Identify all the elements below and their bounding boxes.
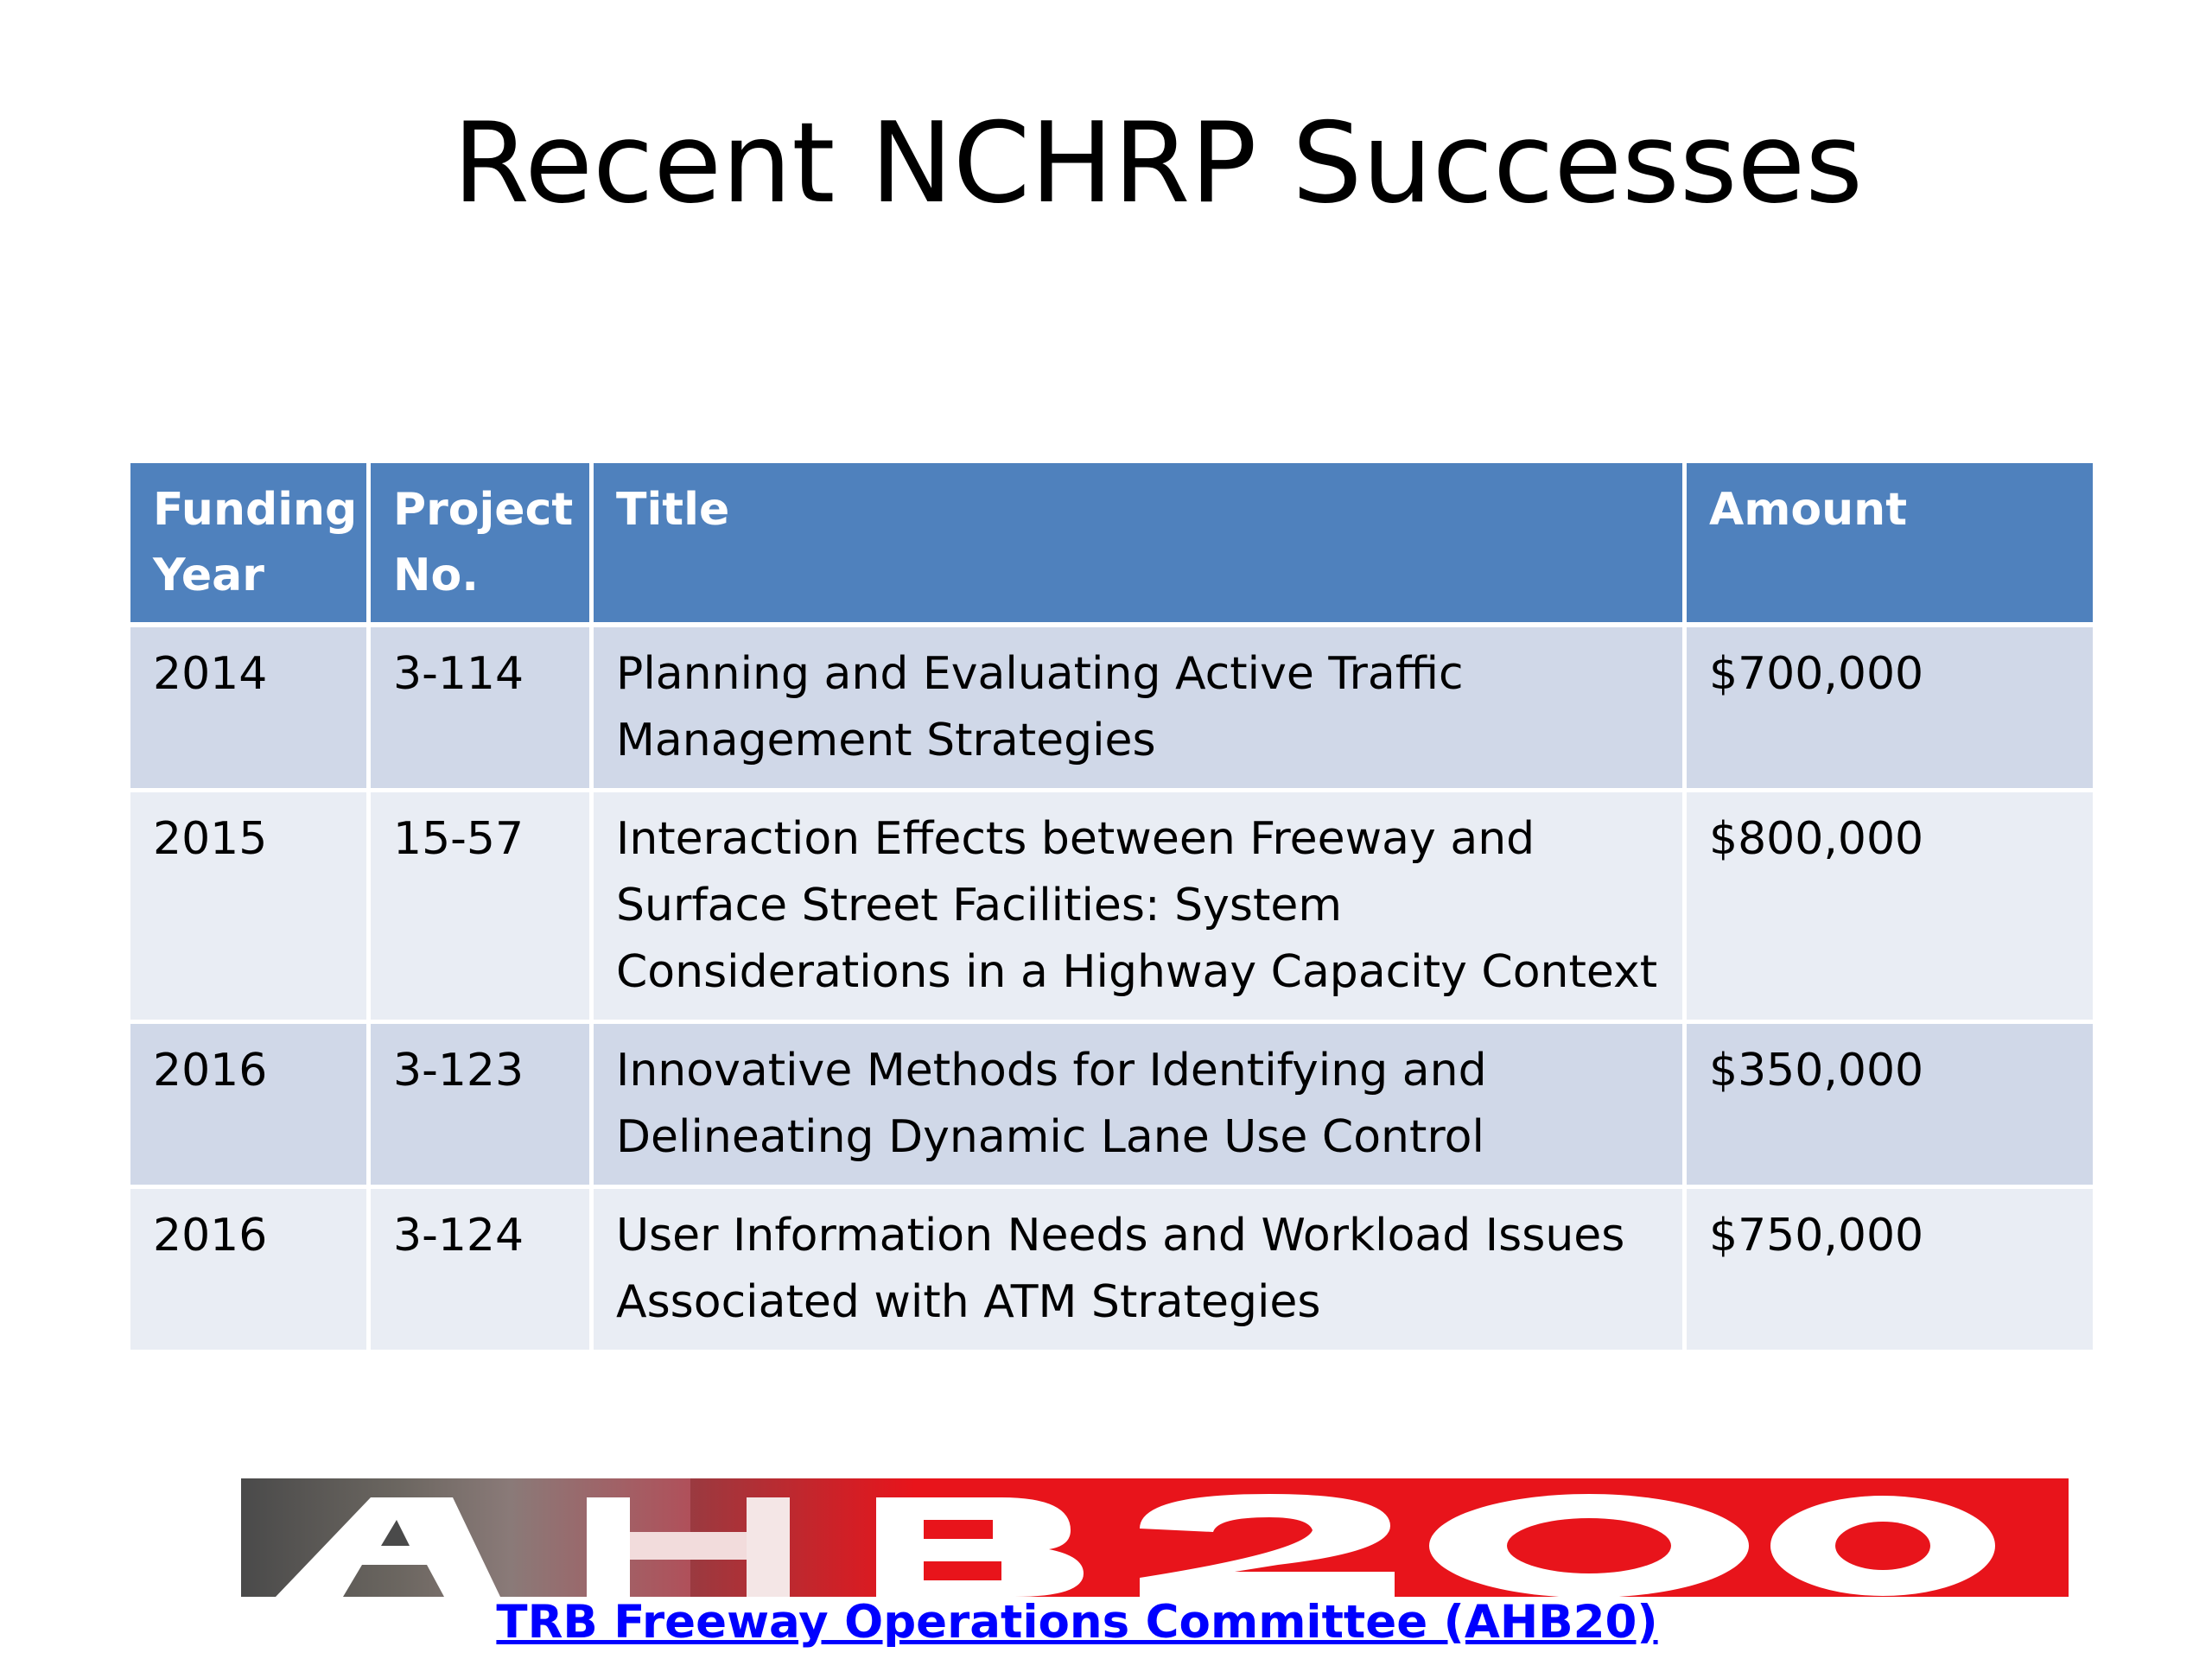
cell-amount: $350,000 [1687, 1024, 2093, 1189]
table-header-row [130, 463, 2093, 627]
table-row [130, 1189, 2093, 1354]
table-row [130, 792, 2093, 1024]
header-project-no: Project No. [371, 463, 594, 627]
cell-amount: $700,000 [1687, 627, 2093, 792]
cell-year: 2016 [130, 1189, 371, 1354]
table-row [130, 1024, 2093, 1189]
cell-project: 3-124 [371, 1189, 594, 1354]
table-row [130, 627, 2093, 792]
cell-project: 15-57 [371, 792, 594, 1024]
cell-year: 2015 [130, 792, 371, 1024]
cell-year: 2014 [130, 627, 371, 792]
cell-amount: $750,000 [1687, 1189, 2093, 1354]
header-amount: Amount [1687, 463, 2093, 627]
cell-amount: $800,000 [1687, 792, 2093, 1024]
slide-title: Recent NCHRP Successes [453, 99, 1863, 228]
header-funding-year: Funding Year [130, 463, 371, 627]
committee-link[interactable]: TRB Freeway Operations Committee (AHB20) [496, 1596, 1658, 1649]
projects-table [130, 463, 2093, 1354]
ahb20-logo [241, 1478, 2069, 1597]
cell-title: Innovative Methods for Identifying and Delineating Dynamic Lane Use Control [594, 1024, 1687, 1189]
cell-title: User Information Needs and Workload Issues Associated with ATM Strategies [594, 1189, 1687, 1354]
cell-project: 3-114 [371, 627, 594, 792]
cell-title: Planning and Evaluating Active Traffic Management Strategies [594, 627, 1687, 792]
cell-project: 3-123 [371, 1024, 594, 1189]
cell-year: 2016 [130, 1024, 371, 1189]
cell-title: Interaction Effects between Freeway and Surface Street Facilities: System Considerations in a Highway Capacity Context [594, 792, 1687, 1024]
header-title: Title [594, 463, 1687, 627]
